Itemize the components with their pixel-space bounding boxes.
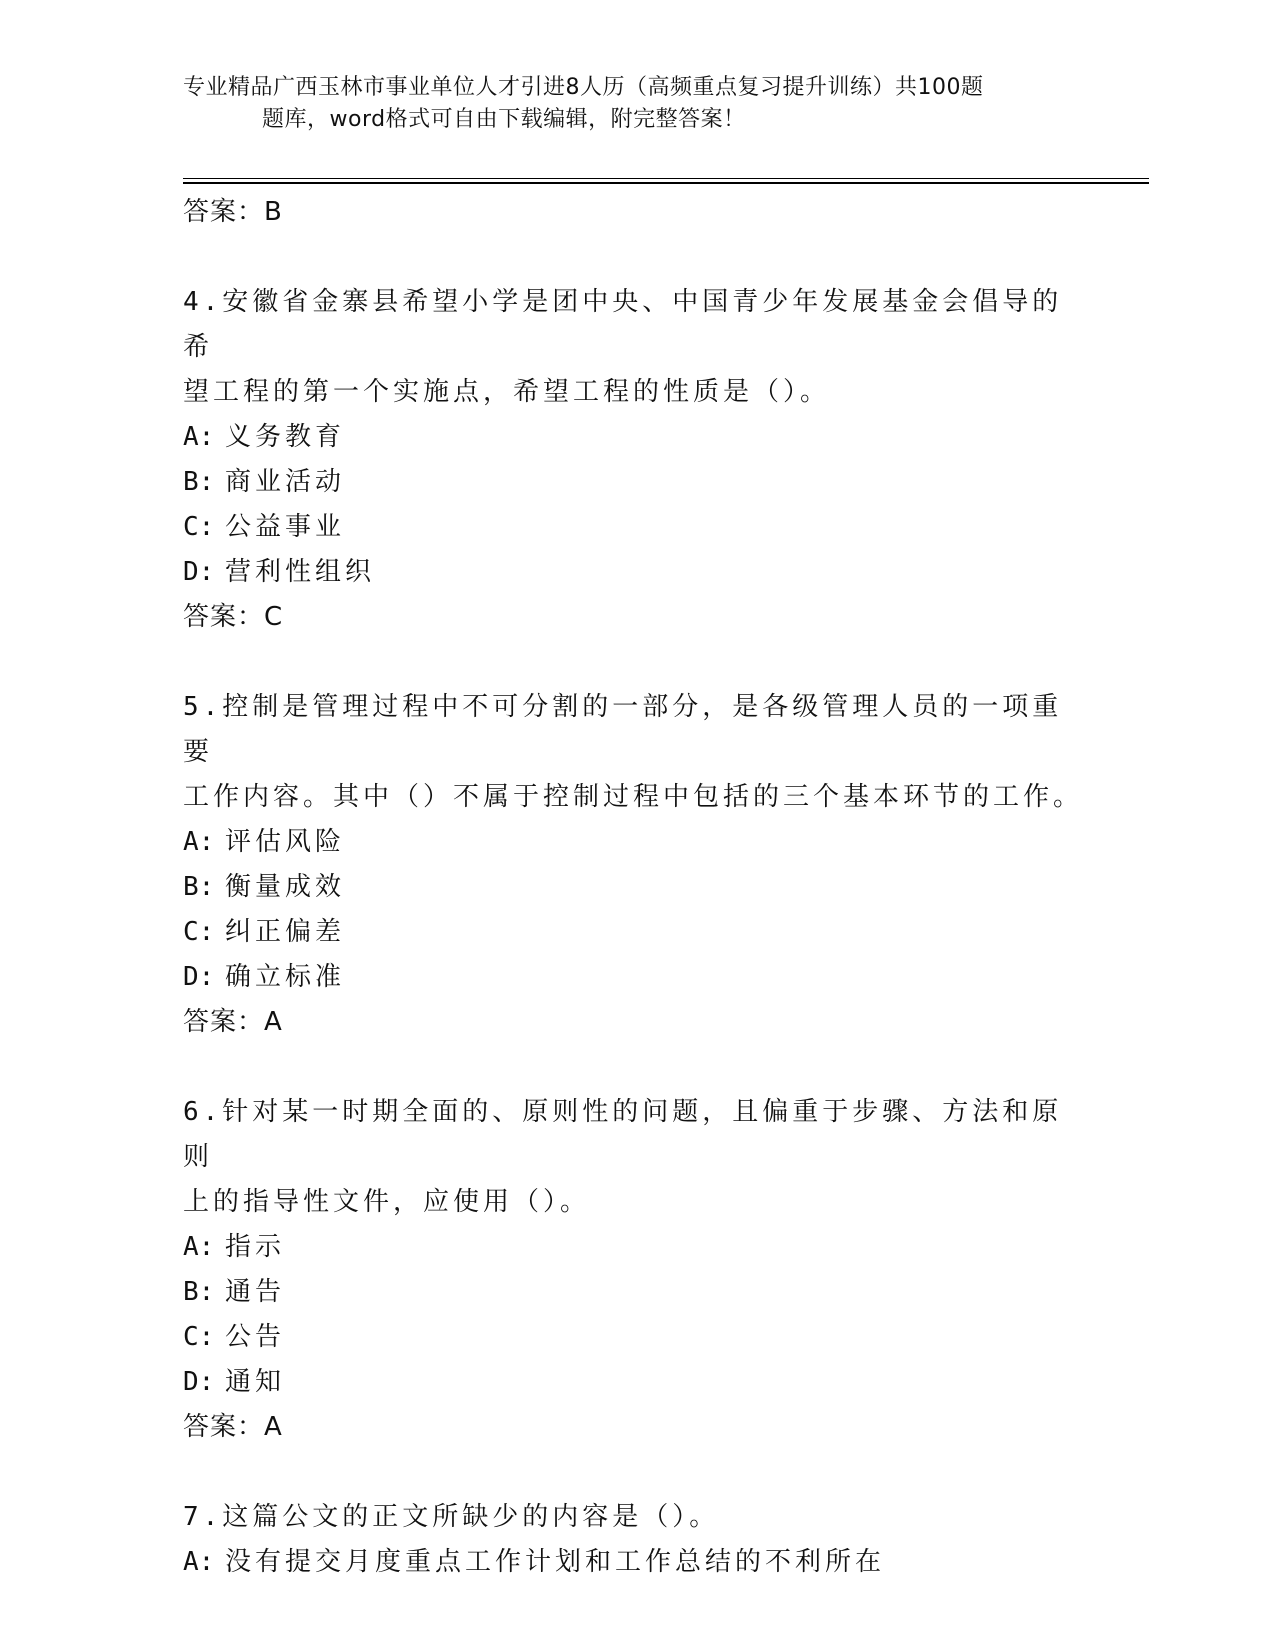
option-key: A: xyxy=(183,827,215,857)
answer: 答案：A xyxy=(183,1412,283,1442)
option-text: 指示 xyxy=(225,1232,286,1262)
question-6 xyxy=(183,1090,1083,1449)
option-key: C: xyxy=(183,917,215,947)
answer: 答案：C xyxy=(183,602,284,632)
option-d xyxy=(183,1360,1083,1405)
question-7 xyxy=(183,1495,1083,1585)
option-c xyxy=(183,910,1083,955)
option-text: 没有提交月度重点工作计划和工作总结的不利所在 xyxy=(225,1547,886,1577)
option-key: A: xyxy=(183,1232,215,1262)
option-text: 通告 xyxy=(225,1277,286,1307)
option-text: 通知 xyxy=(225,1367,286,1397)
header-rule-thick xyxy=(183,182,1149,184)
question-text-line: 4.安徽省金寨县希望小学是团中央、中国青少年发展基金会倡导的希 xyxy=(183,287,1063,362)
option-a xyxy=(183,1540,1083,1585)
option-text: 确立标准 xyxy=(225,962,346,992)
option-text: 公益事业 xyxy=(225,512,346,542)
option-a xyxy=(183,415,1083,460)
document-body xyxy=(183,190,1083,1585)
option-d xyxy=(183,550,1083,595)
option-a xyxy=(183,820,1083,865)
option-c xyxy=(183,505,1083,550)
header-line-1: 专业精品广西玉林市事业单位人才引进8人历（高频重点复习提升训练）共100题 xyxy=(183,75,984,100)
option-text: 商业活动 xyxy=(225,467,346,497)
question-text-line: 望工程的第一个实施点，希望工程的性质是（）。 xyxy=(183,377,831,407)
option-text: 评估风险 xyxy=(225,827,346,857)
option-key: D: xyxy=(183,1367,215,1397)
option-text: 纠正偏差 xyxy=(225,917,346,947)
option-c xyxy=(183,1315,1083,1360)
page-header xyxy=(183,72,1083,136)
question-5 xyxy=(183,685,1083,1044)
option-b xyxy=(183,865,1083,910)
option-key: A: xyxy=(183,422,215,452)
option-d xyxy=(183,955,1083,1000)
option-key: A: xyxy=(183,1547,215,1577)
question-text-line: 6.针对某一时期全面的、原则性的问题，且偏重于步骤、方法和原则 xyxy=(183,1097,1063,1172)
option-text: 衡量成效 xyxy=(225,872,346,902)
option-key: B: xyxy=(183,1277,215,1307)
header-rule-thin xyxy=(183,178,1149,179)
option-text: 营利性组织 xyxy=(225,557,376,587)
option-key: D: xyxy=(183,557,215,587)
option-key: D: xyxy=(183,962,215,992)
answer: 答案：A xyxy=(183,1007,283,1037)
option-b xyxy=(183,460,1083,505)
question-text-line: 上的指导性文件，应使用（）。 xyxy=(183,1187,591,1217)
option-key: C: xyxy=(183,1322,215,1352)
option-key: B: xyxy=(183,467,215,497)
option-key: C: xyxy=(183,512,215,542)
option-text: 公告 xyxy=(225,1322,286,1352)
question-text-line: 5.控制是管理过程中不可分割的一部分，是各级管理人员的一项重要 xyxy=(183,692,1063,767)
previous-answer: 答案：B xyxy=(183,197,283,227)
question-4 xyxy=(183,280,1083,639)
option-text: 义务教育 xyxy=(225,422,346,452)
question-text-line: 工作内容。其中（）不属于控制过程中包括的三个基本环节的工作。 xyxy=(183,782,1084,812)
option-key: B: xyxy=(183,872,215,902)
option-a xyxy=(183,1225,1083,1270)
header-line-2: 题库，word格式可自由下载编辑，附完整答案！ xyxy=(262,107,746,132)
question-text-line: 7.这篇公文的正文所缺少的内容是（）。 xyxy=(183,1502,720,1532)
option-b xyxy=(183,1270,1083,1315)
